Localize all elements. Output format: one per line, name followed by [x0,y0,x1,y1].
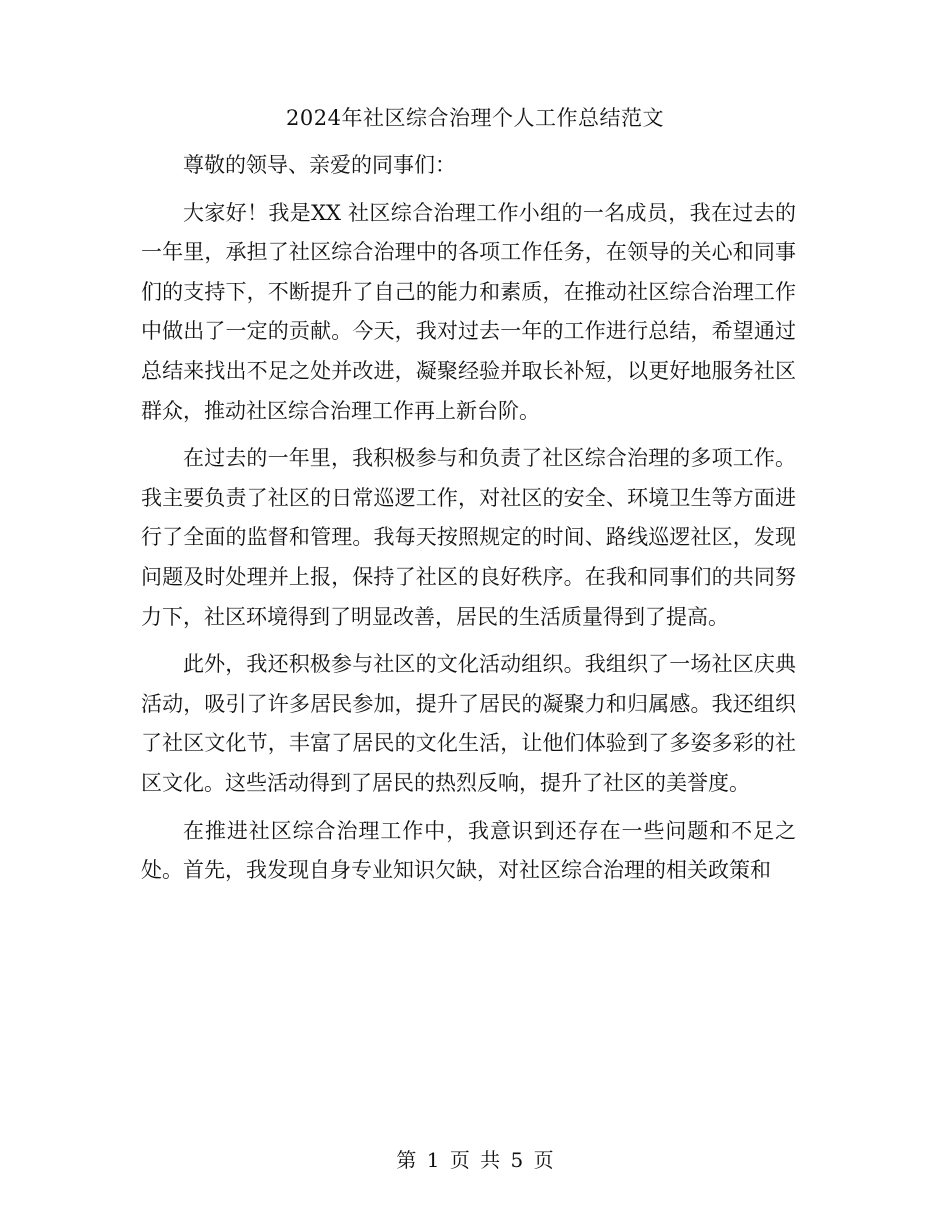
document-body [141,146,796,899]
intro-paragraph: 大家好！我是XX 社区综合治理工作小组的一名成员，我在过去的一年里，承担了社区综合治理中的各项工作任务，在领导的关心和同事们的支持下，不断提升了自己的能力和素质，在推动社区综合治理工作中做出了一定的贡献。今天，我对过去一年的工作进行总结，希望通过总结来找出不足之处并改进，凝聚经验并取长补短，以更好地服务社区群众，推动社区综合治理工作再上新台阶。 [141,200,796,423]
document-title: 2024年社区综合治理个人工作总结范文 [286,106,664,130]
salutation-paragraph: 尊敬的领导、亲爱的同事们： [183,153,456,177]
patrol-work-paragraph: 在过去的一年里，我积极参与和负责了社区综合治理的多项工作。我主要负责了社区的日常巡逻工作，对社区的安全、环境卫生等方面进行了全面的监督和管理。我每天按照规定的时间、路线巡逻社区，发现问题及时处理并上报，保持了社区的良好秩序。在我和同事们的共同努力下，社区环境得到了明显改善，居民的生活质量得到了提高。 [141,446,796,629]
page-number-footer: 第 1 页 共 5 页 [396,1148,554,1172]
problems-paragraph: 在推进社区综合治理工作中，我意识到还存在一些问题和不足之处。首先，我发现自身专业知识欠缺，对社区综合治理的相关政策和 [141,818,796,883]
cultural-activities-paragraph: 此外，我还积极参与社区的文化活动组织。我组织了一场社区庆典活动，吸引了许多居民参加，提升了居民的凝聚力和归属感。我还组织了社区文化节，丰富了居民的文化生活，让他们体验到了多姿多彩的社区文化。这些活动得到了居民的热烈反响，提升了社区的美誉度。 [141,652,796,795]
